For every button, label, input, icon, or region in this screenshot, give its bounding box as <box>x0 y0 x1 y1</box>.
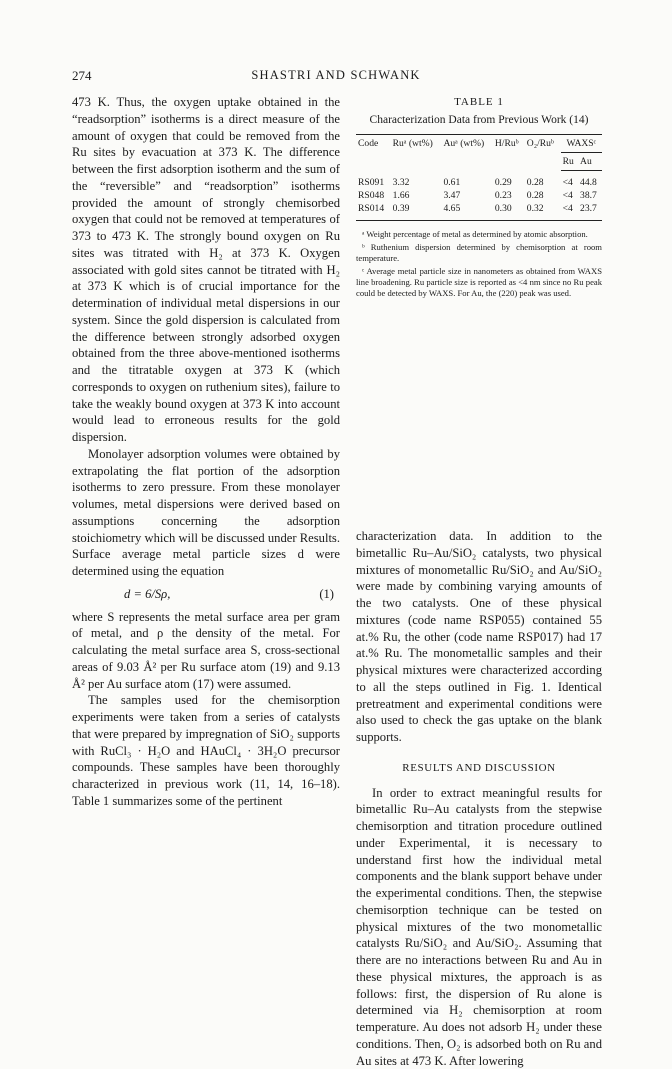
paragraph: The samples used for the chemisorption experiments were taken from a series of catalysts that were prepared by impregnation of SiO₂ supports with RuCl₃ · H₂O and HAuCl₄ · 3H₂O precursor compounds. These samples have been thoroughly characterized in previous work (11, 14, 16–18). Table 1 summarizes some of the pertinent <box>72 692 340 809</box>
equation <box>72 580 340 609</box>
header-ru: Ruᵃ (wt%) <box>391 135 442 171</box>
cell-ru: 3.32 <box>391 171 442 190</box>
table-row <box>356 171 602 190</box>
equation-body: d = 6/Sρ, <box>124 586 170 603</box>
footnote: ᵃ Weight percentage of metal as determined by atomic absorption. <box>356 229 602 240</box>
header-waxs-ru: Ru <box>561 153 578 171</box>
paragraph: characterization data. In addition to the bimetallic Ru–Au/SiO₂ catalysts, two physical mixtures of monometallic Ru/SiO₂ and Au/SiO₂ were made by combining varying amounts of the two catalysts. One of these physical mixtures (code name RSP055) contained 55 at.% Ru, the other (code name RSP017) had 17 at.% Ru. The monometallic samples and their physical mixtures were characterized according to all the steps outlined in Fig. 1. Identical pretreatment and experimental conditions were also used to check the gas uptake on the blank supports. <box>356 528 602 746</box>
header-au: Auᵃ (wt%) <box>441 135 492 171</box>
table-title: TABLE 1 <box>356 96 602 108</box>
cell-au: 3.47 <box>441 189 492 202</box>
cell-code: RS048 <box>356 189 391 202</box>
cell-waxs-ru: <4 <box>561 189 578 202</box>
cell-h-ru: 0.23 <box>493 189 525 202</box>
table-header-row <box>356 135 602 153</box>
header-h-ru: H/Ruᵇ <box>493 135 525 171</box>
header-waxs-au: Au <box>578 153 602 171</box>
cell-h-ru: 0.29 <box>493 171 525 190</box>
left-column <box>72 94 340 810</box>
cell-o2-ru: 0.28 <box>525 171 561 190</box>
page-number: 274 <box>72 68 92 84</box>
paragraph: 473 K. Thus, the oxygen uptake obtained in the “readsorption” isotherms is a direct measure of the amount of oxygen that could be removed from the Ru sites by evacuation at 373 K. The difference between the first adsorption isotherm and the sum of the “reversible” and “readsorption” isotherms provided the amount of strongly chemisorbed oxygen that could not be removed at temperatures of 373 to 473 K. The strongly bound oxygen on Ru sites was titrated with H₂ at 373 K. Oxygen associated with gold sites cannot be titrated with H₂ at 373 K which is of crucial importance for the determination of individual metal dispersions in our system. Since the gold dispersion is calculated from the difference between strongly adsorbed oxygen obtained from the three above-mentioned isotherms and the titratable oxygen at 373 K (which corresponds to oxygen on ruthenium sites), failure to take the weakly bound oxygen at 373 K into account would lead to erroneous results for the gold dispersion. <box>72 94 340 446</box>
page-header <box>0 68 672 84</box>
cell-ru: 1.66 <box>391 189 442 202</box>
cell-o2-ru: 0.32 <box>525 202 561 221</box>
table-row <box>356 189 602 202</box>
paragraph: In order to extract meaningful results for bimetallic Ru–Au catalysts from the stepwise chemisorption and titration procedure outlined under Experimental, it is necessary to understand first how the individual metal components and the blank support behave under the experimental conditions. Then, the stepwise chemisorption technique can be tested on physical mixtures of the two monometallic catalysts Ru/SiO₂ and Au/SiO₂. Assuming that there are no interactions between Ru and Au in these physical mixtures, the approach is as follows: first, the dispersion of Ru alone is determined via H₂ chemisorption at room temperature. Au does not adsorb H₂ under these conditions. Then, O₂ is adsorbed both on Ru and Au sites at 473 K. After lowering <box>356 785 602 1069</box>
cell-waxs-ru: <4 <box>561 171 578 190</box>
table-footnotes <box>356 229 602 299</box>
cell-au: 0.61 <box>441 171 492 190</box>
header-code: Code <box>356 135 391 171</box>
cell-code: RS091 <box>356 171 391 190</box>
table-row <box>356 202 602 221</box>
cell-h-ru: 0.30 <box>493 202 525 221</box>
cell-waxs-au: 44.8 <box>578 171 602 190</box>
cell-waxs-au: 23.7 <box>578 202 602 221</box>
right-column <box>356 528 602 1069</box>
header-o2-ru: O₂/Ruᵇ <box>525 135 561 171</box>
table-block <box>356 96 602 301</box>
paragraph: Monolayer adsorption volumes were obtained by extrapolating the flat portion of the adsorption isotherms to zero pressure. From these monolayer volumes, metal dispersions were derived based on assumptions concerning the adsorption stoichiometry which will be discussed under Results. Surface average metal particle sizes d were determined using the equation <box>72 446 340 580</box>
cell-ru: 0.39 <box>391 202 442 221</box>
data-table <box>356 134 602 221</box>
section-heading: RESULTS AND DISCUSSION <box>356 760 602 777</box>
header-waxs: WAXSᶜ <box>561 135 602 153</box>
footnote: ᵇ Ruthenium dispersion determined by chemisorption at room temperature. <box>356 242 602 264</box>
cell-waxs-ru: <4 <box>561 202 578 221</box>
running-head: SHASTRI AND SCHWANK <box>0 68 672 83</box>
paragraph: where S represents the metal surface area per gram of metal, and ρ the density of the metal. For calculating the metal surface area S, cross-sectional areas of 9.03 Å² per Ru surface atom (19) and 9.13 Å² per Au surface atom (17) were assumed. <box>72 609 340 693</box>
cell-code: RS014 <box>356 202 391 221</box>
table-caption: Characterization Data from Previous Work (14) <box>356 114 602 126</box>
cell-waxs-au: 38.7 <box>578 189 602 202</box>
footnote: ᶜ Average metal particle size in nanometers as obtained from WAXS line broadening. Ru particle size is reported as <4 nm since no Ru peak could be detected by WAXS. For Au, the (220) peak was used. <box>356 266 602 299</box>
cell-o2-ru: 0.28 <box>525 189 561 202</box>
cell-au: 4.65 <box>441 202 492 221</box>
equation-number: (1) <box>319 586 334 603</box>
